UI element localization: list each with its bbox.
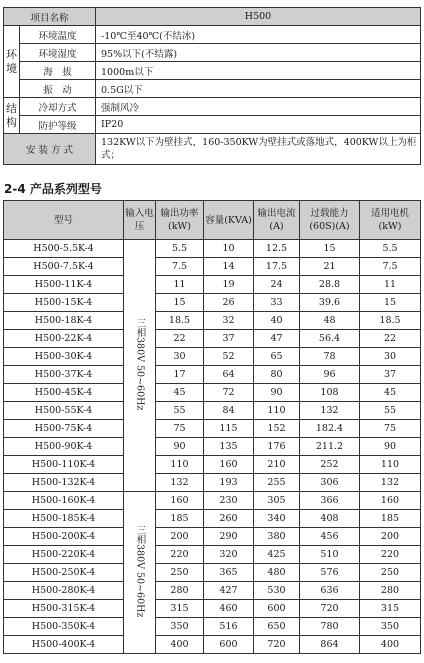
model-cell: H500-350K-4 xyxy=(4,618,124,636)
spec-label: 环境湿度 xyxy=(20,44,96,62)
value-cell: 220 xyxy=(156,546,204,564)
value-cell: 18.5 xyxy=(156,312,204,330)
spec-value: 0.5G以下 xyxy=(96,80,421,98)
column-header: 容量(KVA) xyxy=(204,201,254,240)
table-row xyxy=(4,600,421,618)
value-cell: 720 xyxy=(254,636,300,654)
value-cell: 45 xyxy=(360,384,421,402)
value-cell: 290 xyxy=(204,528,254,546)
value-cell: 340 xyxy=(254,510,300,528)
model-cell: H500-400K-4 xyxy=(4,636,124,654)
value-cell: 408 xyxy=(300,510,360,528)
value-cell: 55 xyxy=(156,402,204,420)
column-header: 型号 xyxy=(4,201,124,240)
value-cell: 37 xyxy=(204,330,254,348)
spec-header-item: 项目名称 xyxy=(4,8,96,26)
input-voltage-label: 三相380V 50~60Hz xyxy=(134,524,146,618)
column-header: 输出电流(A) xyxy=(254,201,300,240)
value-cell: 600 xyxy=(204,636,254,654)
column-header: 输出功率(kW) xyxy=(156,201,204,240)
value-cell: 460 xyxy=(204,600,254,618)
table-row xyxy=(4,546,421,564)
model-cell: H500-110K-4 xyxy=(4,456,124,474)
table-row xyxy=(4,636,421,654)
table-row xyxy=(4,258,421,276)
value-cell: 78 xyxy=(300,348,360,366)
value-cell: 90 xyxy=(360,438,421,456)
value-cell: 14 xyxy=(204,258,254,276)
value-cell: 55 xyxy=(360,402,421,420)
value-cell: 365 xyxy=(204,564,254,582)
value-cell: 108 xyxy=(300,384,360,402)
value-cell: 510 xyxy=(300,546,360,564)
value-cell: 200 xyxy=(360,528,421,546)
value-cell: 7.5 xyxy=(156,258,204,276)
input-voltage-cell xyxy=(124,492,156,654)
table-row xyxy=(4,276,421,294)
value-cell: 210 xyxy=(254,456,300,474)
value-cell: 84 xyxy=(204,402,254,420)
value-cell: 315 xyxy=(360,600,421,618)
value-cell: 40 xyxy=(254,312,300,330)
table-row xyxy=(4,618,421,636)
value-cell: 211.2 xyxy=(300,438,360,456)
value-cell: 10 xyxy=(204,240,254,258)
value-cell: 185 xyxy=(156,510,204,528)
value-cell: 72 xyxy=(204,384,254,402)
value-cell: 22 xyxy=(156,330,204,348)
spec-label: 振 动 xyxy=(20,80,96,98)
value-cell: 255 xyxy=(254,474,300,492)
column-header: 适用电机(kW) xyxy=(360,201,421,240)
model-cell: H500-15K-4 xyxy=(4,294,124,312)
value-cell: 5.5 xyxy=(156,240,204,258)
table-row xyxy=(4,456,421,474)
value-cell: 160 xyxy=(156,492,204,510)
value-cell: 90 xyxy=(254,384,300,402)
value-cell: 75 xyxy=(156,420,204,438)
value-cell: 315 xyxy=(156,600,204,618)
install-label: 安 装 方 式 xyxy=(4,134,96,165)
value-cell: 56.4 xyxy=(300,330,360,348)
model-cell: H500-55K-4 xyxy=(4,402,124,420)
value-cell: 39.6 xyxy=(300,294,360,312)
table-row xyxy=(4,384,421,402)
install-value: 132KW以下为壁挂式，160-350KW为壁挂式或落地式，400KW以上为柜式； xyxy=(96,134,421,165)
value-cell: 64 xyxy=(204,366,254,384)
value-cell: 24 xyxy=(254,276,300,294)
table-row xyxy=(4,366,421,384)
value-cell: 250 xyxy=(156,564,204,582)
value-cell: 132 xyxy=(360,474,421,492)
value-cell: 160 xyxy=(204,456,254,474)
value-cell: 37 xyxy=(360,366,421,384)
value-cell: 425 xyxy=(254,546,300,564)
value-cell: 5.5 xyxy=(360,240,421,258)
spec-value: 95%以下(不结露) xyxy=(96,44,421,62)
value-cell: 220 xyxy=(360,546,421,564)
value-cell: 366 xyxy=(300,492,360,510)
spec-value: 1000m以下 xyxy=(96,62,421,80)
spec-value: 强制风冷 xyxy=(96,98,421,116)
value-cell: 530 xyxy=(254,582,300,600)
model-cell: H500-7.5K-4 xyxy=(4,258,124,276)
value-cell: 19 xyxy=(204,276,254,294)
value-cell: 456 xyxy=(300,528,360,546)
value-cell: 110 xyxy=(254,402,300,420)
table-row xyxy=(4,528,421,546)
model-cell: H500-200K-4 xyxy=(4,528,124,546)
spec-label: 防护等级 xyxy=(20,116,96,134)
model-cell: H500-132K-4 xyxy=(4,474,124,492)
column-header: 输入电压 xyxy=(124,201,156,240)
value-cell: 26 xyxy=(204,294,254,312)
value-cell: 230 xyxy=(204,492,254,510)
value-cell: 185 xyxy=(360,510,421,528)
value-cell: 115 xyxy=(204,420,254,438)
model-cell: H500-280K-4 xyxy=(4,582,124,600)
value-cell: 11 xyxy=(360,276,421,294)
model-cell: H500-75K-4 xyxy=(4,420,124,438)
model-cell: H500-11K-4 xyxy=(4,276,124,294)
section-title: 2-4 产品系列型号 xyxy=(4,182,102,196)
value-cell: 193 xyxy=(204,474,254,492)
value-cell: 96 xyxy=(300,366,360,384)
value-cell: 400 xyxy=(156,636,204,654)
value-cell: 380 xyxy=(254,528,300,546)
value-cell: 320 xyxy=(204,546,254,564)
value-cell: 350 xyxy=(156,618,204,636)
table-row xyxy=(4,420,421,438)
model-table-header xyxy=(4,201,421,240)
group-label-environment: 环境 xyxy=(4,26,20,98)
value-cell: 22 xyxy=(360,330,421,348)
value-cell: 17 xyxy=(156,366,204,384)
value-cell: 15 xyxy=(156,294,204,312)
model-cell: H500-18K-4 xyxy=(4,312,124,330)
value-cell: 720 xyxy=(300,600,360,618)
value-cell: 52 xyxy=(204,348,254,366)
value-cell: 600 xyxy=(254,600,300,618)
value-cell: 280 xyxy=(360,582,421,600)
value-cell: 576 xyxy=(300,564,360,582)
model-cell: H500-45K-4 xyxy=(4,384,124,402)
value-cell: 252 xyxy=(300,456,360,474)
value-cell: 12.5 xyxy=(254,240,300,258)
value-cell: 30 xyxy=(156,348,204,366)
value-cell: 110 xyxy=(360,456,421,474)
group-label-structure: 结构 xyxy=(4,98,20,134)
value-cell: 176 xyxy=(254,438,300,456)
value-cell: 305 xyxy=(254,492,300,510)
table-row xyxy=(4,348,421,366)
value-cell: 15 xyxy=(300,240,360,258)
table-row xyxy=(4,510,421,528)
table-row xyxy=(4,312,421,330)
table-row xyxy=(4,330,421,348)
value-cell: 132 xyxy=(300,402,360,420)
model-cell: H500-220K-4 xyxy=(4,546,124,564)
input-voltage-label: 三相380V 50~60Hz xyxy=(134,317,146,411)
table-row xyxy=(4,294,421,312)
model-cell: H500-22K-4 xyxy=(4,330,124,348)
value-cell: 516 xyxy=(204,618,254,636)
table-row xyxy=(4,564,421,582)
value-cell: 65 xyxy=(254,348,300,366)
spec-label: 冷却方式 xyxy=(20,98,96,116)
table-row xyxy=(4,474,421,492)
value-cell: 200 xyxy=(156,528,204,546)
value-cell: 182.4 xyxy=(300,420,360,438)
model-table-body xyxy=(4,240,421,654)
table-row xyxy=(4,240,421,258)
model-cell: H500-30K-4 xyxy=(4,348,124,366)
value-cell: 132 xyxy=(156,474,204,492)
table-row xyxy=(4,438,421,456)
column-header: 过载能力(60S)(A) xyxy=(300,201,360,240)
model-cell: H500-315K-4 xyxy=(4,600,124,618)
model-cell: H500-160K-4 xyxy=(4,492,124,510)
value-cell: 18.5 xyxy=(360,312,421,330)
spec-label: 海 拔 xyxy=(20,62,96,80)
model-cell: H500-90K-4 xyxy=(4,438,124,456)
value-cell: 306 xyxy=(300,474,360,492)
value-cell: 152 xyxy=(254,420,300,438)
value-cell: 780 xyxy=(300,618,360,636)
value-cell: 650 xyxy=(254,618,300,636)
value-cell: 110 xyxy=(156,456,204,474)
value-cell: 48 xyxy=(300,312,360,330)
value-cell: 90 xyxy=(156,438,204,456)
product-model-table xyxy=(3,200,421,654)
spec-label: 环境温度 xyxy=(20,26,96,44)
value-cell: 280 xyxy=(156,582,204,600)
value-cell: 45 xyxy=(156,384,204,402)
value-cell: 11 xyxy=(156,276,204,294)
spec-value: -10℃至40℃(不结冰) xyxy=(96,26,421,44)
value-cell: 7.5 xyxy=(360,258,421,276)
value-cell: 21 xyxy=(300,258,360,276)
environment-spec-table xyxy=(3,7,421,165)
value-cell: 15 xyxy=(360,294,421,312)
value-cell: 135 xyxy=(204,438,254,456)
model-cell: H500-5.5K-4 xyxy=(4,240,124,258)
value-cell: 28.8 xyxy=(300,276,360,294)
table-row xyxy=(4,582,421,600)
table-row xyxy=(4,402,421,420)
value-cell: 250 xyxy=(360,564,421,582)
value-cell: 80 xyxy=(254,366,300,384)
value-cell: 17.5 xyxy=(254,258,300,276)
spec-header-model: H500 xyxy=(96,8,421,26)
value-cell: 260 xyxy=(204,510,254,528)
value-cell: 75 xyxy=(360,420,421,438)
table-row xyxy=(4,492,421,510)
value-cell: 30 xyxy=(360,348,421,366)
model-cell: H500-37K-4 xyxy=(4,366,124,384)
value-cell: 400 xyxy=(360,636,421,654)
value-cell: 32 xyxy=(204,312,254,330)
value-cell: 160 xyxy=(360,492,421,510)
input-voltage-cell xyxy=(124,240,156,492)
value-cell: 47 xyxy=(254,330,300,348)
value-cell: 480 xyxy=(254,564,300,582)
value-cell: 636 xyxy=(300,582,360,600)
value-cell: 427 xyxy=(204,582,254,600)
value-cell: 864 xyxy=(300,636,360,654)
model-cell: H500-185K-4 xyxy=(4,510,124,528)
spec-value: IP20 xyxy=(96,116,421,134)
value-cell: 350 xyxy=(360,618,421,636)
model-cell: H500-250K-4 xyxy=(4,564,124,582)
value-cell: 33 xyxy=(254,294,300,312)
